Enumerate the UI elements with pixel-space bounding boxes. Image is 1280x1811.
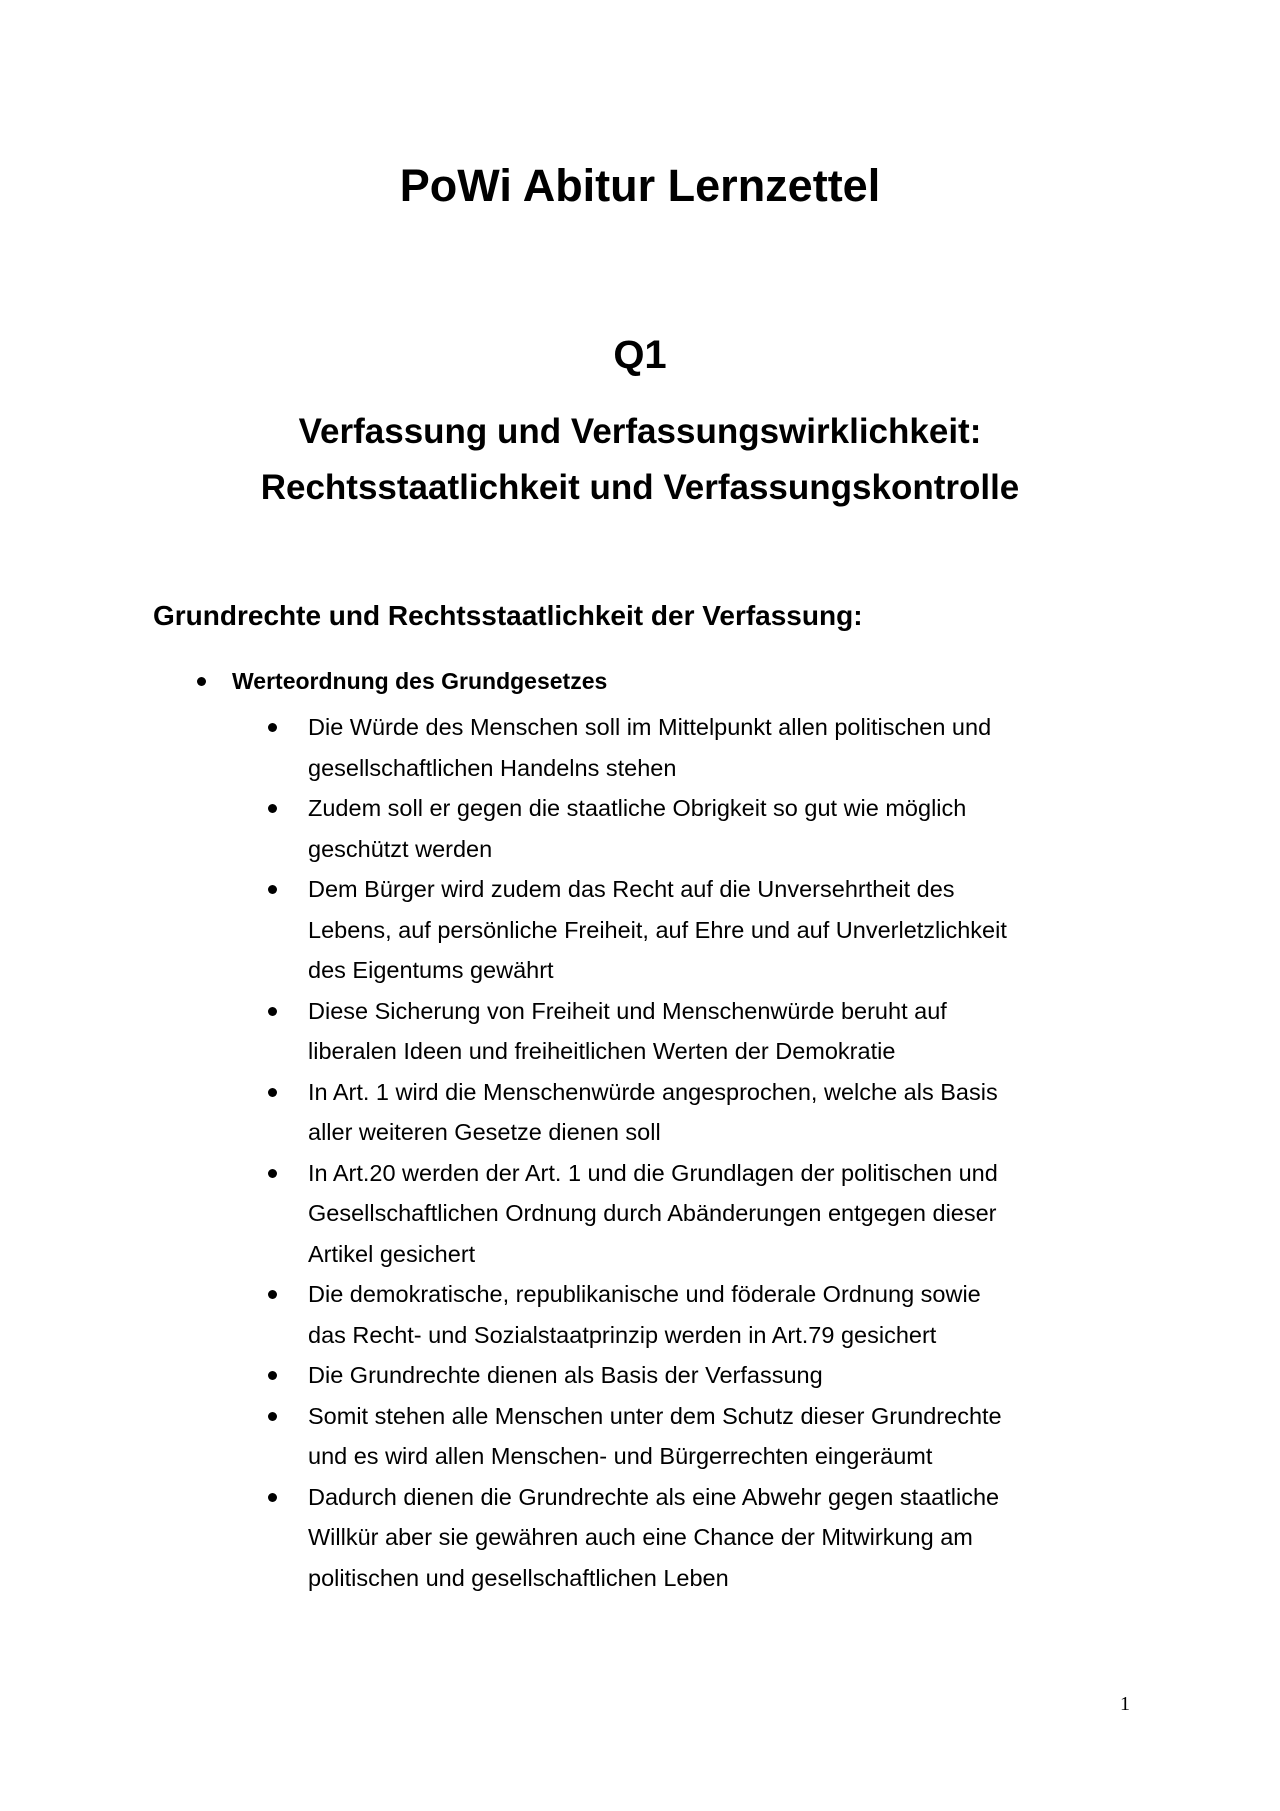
list-item-line: Willkür aber sie gewähren auch eine Chance der Mitwirkung am bbox=[308, 1524, 973, 1550]
topic-heading: Werteordnung des Grundgesetzes bbox=[232, 668, 608, 694]
list-item bbox=[308, 1355, 1138, 1396]
list-item bbox=[308, 1274, 1138, 1355]
list-item-line: das Recht- und Sozialstaatprinzip werden in Art.79 gesichert bbox=[308, 1321, 937, 1348]
list-item bbox=[308, 869, 1138, 991]
list-item-line: liberalen Ideen und freiheitlichen Werten der Demokratie bbox=[308, 1038, 896, 1064]
list-item-line: Gesellschaftlichen Ordnung durch Abänderungen entgegen dieser bbox=[308, 1200, 997, 1226]
list-item-line: aller weiteren Gesetze dienen soll bbox=[308, 1119, 661, 1145]
bullet-icon bbox=[268, 723, 277, 732]
bullet-icon bbox=[268, 804, 277, 813]
list-item-line: In Art.20 werden der Art. 1 und die Grundlagen der politischen und bbox=[308, 1159, 998, 1186]
bullet-list bbox=[308, 707, 1138, 1598]
list-item-line: Somit stehen alle Menschen unter dem Schutz dieser Grundrechte bbox=[308, 1402, 1002, 1429]
bullet-icon bbox=[268, 885, 277, 894]
list-item-line: Lebens, auf persönliche Freiheit, auf Ehre und auf Unverletzlichkeit bbox=[308, 916, 1007, 943]
list-item-line: gesellschaftlichen Handelns stehen bbox=[308, 754, 677, 781]
list-item bbox=[308, 1477, 1138, 1599]
bullet-icon bbox=[268, 1088, 277, 1097]
list-item-line: Artikel gesichert bbox=[308, 1240, 476, 1267]
bullet-icon bbox=[268, 1007, 277, 1016]
page-number: 1 bbox=[1120, 1693, 1130, 1715]
section-code: Q1 bbox=[613, 333, 667, 377]
bullet-icon bbox=[268, 1371, 277, 1380]
bullet-icon bbox=[268, 1169, 277, 1178]
list-item-line: Zudem soll er gegen die staatliche Obrigkeit so gut wie möglich bbox=[308, 795, 967, 821]
list-item-line: Die Grundrechte dienen als Basis der Verfassung bbox=[308, 1362, 823, 1388]
list-item-line: Dadurch dienen die Grundrechte als eine Abwehr gegen staatliche bbox=[308, 1483, 1000, 1510]
bullet-icon bbox=[268, 1412, 277, 1421]
list-item-line: und es wird allen Menschen- und Bürgerrechten eingeräumt bbox=[308, 1443, 933, 1469]
list-item-line: Diese Sicherung von Freiheit und Menschenwürde beruht auf bbox=[308, 997, 947, 1024]
bullet-icon bbox=[197, 677, 206, 686]
list-item bbox=[308, 1072, 1138, 1153]
sub-heading: Grundrechte und Rechtsstaatlichkeit der Verfassung: bbox=[153, 600, 863, 631]
list-item bbox=[308, 788, 1138, 869]
list-item-line: politischen und gesellschaftlichen Leben bbox=[308, 1564, 729, 1591]
list-item-line: Die demokratische, republikanische und föderale Ordnung sowie bbox=[308, 1281, 981, 1307]
list-item bbox=[308, 1396, 1138, 1477]
document-title: PoWi Abitur Lernzettel bbox=[399, 160, 881, 211]
list-item-line: Die Würde des Menschen soll im Mittelpunkt allen politischen und bbox=[308, 714, 992, 740]
section-title-line-1: Verfassung und Verfassungswirklichkeit: bbox=[298, 412, 982, 451]
list-item bbox=[308, 1153, 1138, 1275]
list-item-line: In Art. 1 wird die Menschenwürde angesprochen, welche als Basis bbox=[308, 1078, 998, 1105]
list-item-line: geschützt werden bbox=[308, 835, 493, 862]
list-item bbox=[308, 707, 1138, 788]
bullet-icon bbox=[268, 1290, 277, 1299]
list-item-line: des Eigentums gewährt bbox=[308, 957, 554, 983]
list-item-line: Dem Bürger wird zudem das Recht auf die Unversehrtheit des bbox=[308, 876, 955, 902]
list-item bbox=[308, 991, 1138, 1072]
section-title-line-2: Rechtsstaatlichkeit und Verfassungskontrolle bbox=[260, 468, 1020, 507]
bullet-icon bbox=[268, 1493, 277, 1502]
